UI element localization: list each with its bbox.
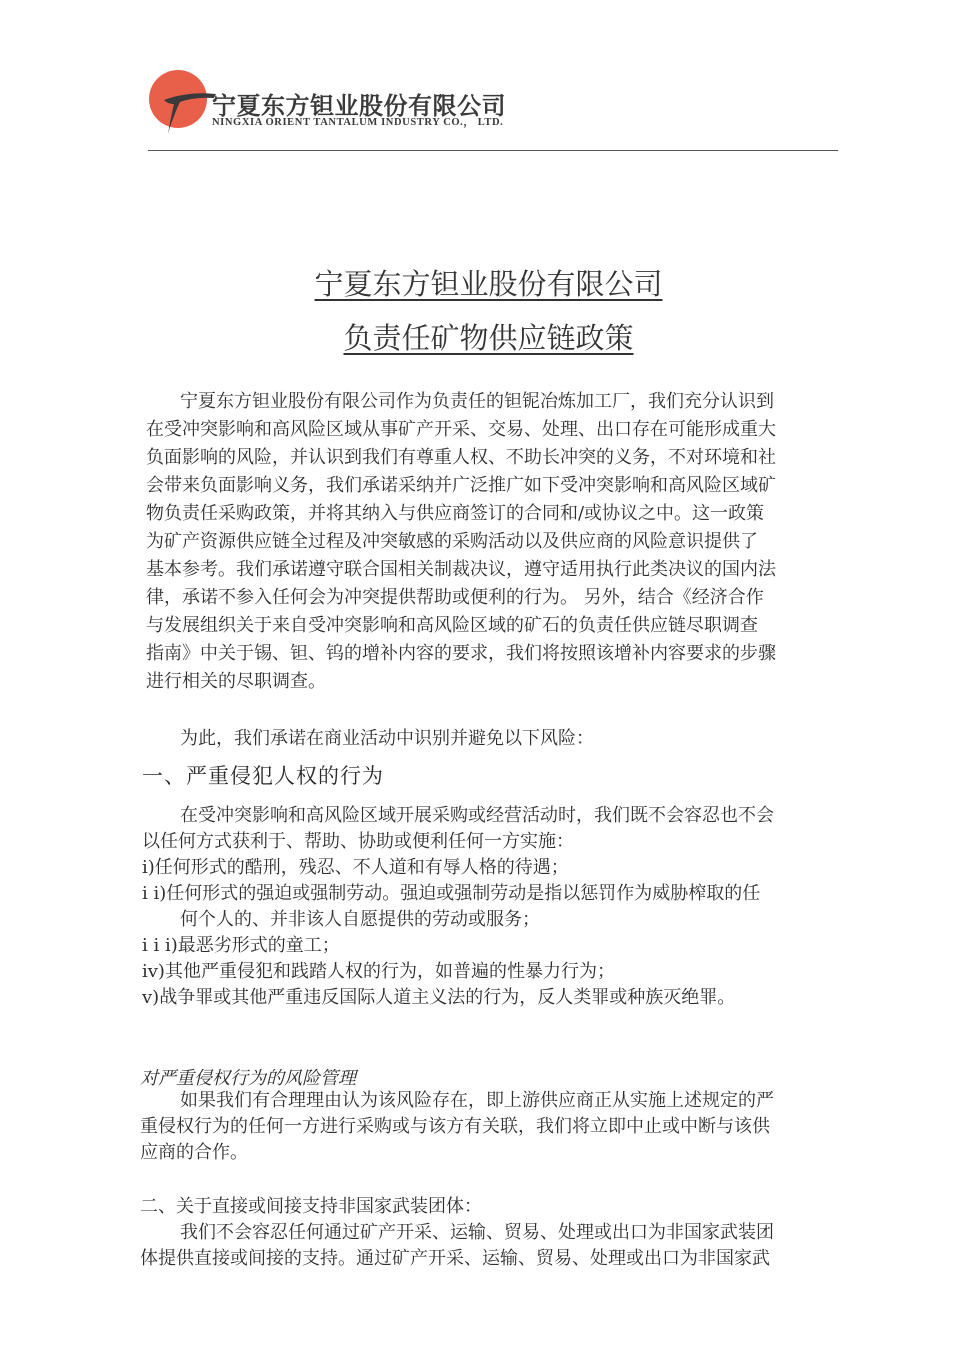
company-name-cn: 宁夏东方钽业股份有限公司: [212, 92, 506, 120]
section1-item: i i i)最恶劣形式的童工；: [142, 935, 340, 956]
risk-management-line: 应商的合作。: [140, 1142, 248, 1163]
document-title-line1: 宁夏东方钽业股份有限公司: [314, 267, 663, 301]
section1-item: i)任何形式的酷刑，残忍、不人道和有辱人格的待遇；: [142, 857, 569, 878]
intro-line: 指南》中关于锡、钽、钨的增补内容的要求，我们将按照该增补内容要求的步骤: [146, 643, 776, 664]
risk-management-line: 重侵权行为的任何一方进行采购或与该方有关联，我们将立即中止或中断与该供: [140, 1116, 770, 1137]
section2-line: 我们不会容忍任何通过矿产开采、运输、贸易、处理或出口为非国家武装团: [180, 1222, 774, 1243]
section2-line: 体提供直接或间接的支持。通过矿产开采、运输、贸易、处理或出口为非国家武: [140, 1248, 770, 1269]
intro-line: 基本参考。我们承诺遵守联合国相关制裁决议，遵守适用执行此类决议的国内法: [146, 559, 776, 580]
document-title-line2: 负责任矿物供应链政策: [343, 321, 634, 355]
intro-line: 宁夏东方钽业股份有限公司作为负责任的钽铌冶炼加工厂，我们充分认识到: [180, 391, 774, 412]
intro-line: 会带来负面影响义务，我们承诺采纳并广泛推广如下受冲突影响和高风险区域矿: [146, 475, 776, 496]
section1-item-continued: 何个人的、并非该人自愿提供的劳动或服务；: [180, 909, 540, 930]
logo-swoosh-icon: [158, 78, 218, 136]
company-name-en: NINGXIA ORIENT TANTALUM INDUSTRY CO.， LTD.: [212, 117, 504, 128]
commitment-statement: 为此，我们承诺在商业活动中识别并避免以下风险：: [180, 728, 594, 749]
risk-management-line: 如果我们有合理理由认为该风险存在，即上游供应商正从实施上述规定的严: [180, 1090, 774, 1111]
section1-item: iv)其他严重侵犯和践踏人权的行为，如普遍的性暴力行为；: [142, 961, 615, 982]
section1-item: v)战争罪或其他严重违反国际人道主义法的行为，反人类罪或种族灭绝罪。: [142, 987, 736, 1008]
intro-line: 为矿产资源供应链全过程及冲突敏感的采购活动以及供应商的风险意识提供了: [146, 531, 758, 552]
section1-line: 在受冲突影响和高风险区域开展采购或经营活动时，我们既不会容忍也不会: [180, 805, 774, 826]
intro-line: 与发展组织关于来自受冲突影响和高风险区域的矿石的负责任供应链尽职调查: [146, 615, 758, 636]
section1-heading: 一、严重侵犯人权的行为: [142, 764, 384, 788]
section1-line: 以任何方式获利于、帮助、协助或便利任何一方实施：: [142, 831, 574, 852]
risk-management-heading: 对严重侵权行为的风险管理: [140, 1068, 356, 1089]
section2-heading: 二、关于直接或间接支持非国家武装团体：: [140, 1196, 482, 1217]
intro-line: 进行相关的尽职调查。: [146, 671, 326, 692]
intro-line: 物负责任采购政策，并将其纳入与供应商签订的合同和/或协议之中。这一政策: [146, 503, 765, 524]
intro-line: 负面影响的风险，并认识到我们有尊重人权、不助长冲突的义务，不对环境和社: [146, 447, 776, 468]
header-divider: [148, 150, 838, 151]
intro-line: 律，承诺不参入任何会为冲突提供帮助或便利的行为。 另外，结合《经济合作: [146, 587, 764, 608]
intro-line: 在受冲突影响和高风险区域从事矿产开采、交易、处理、出口存在可能形成重大: [146, 419, 776, 440]
section1-item: i i)任何形式的强迫或强制劳动。强迫或强制劳动是指以惩罚作为威胁榨取的任: [142, 883, 761, 904]
